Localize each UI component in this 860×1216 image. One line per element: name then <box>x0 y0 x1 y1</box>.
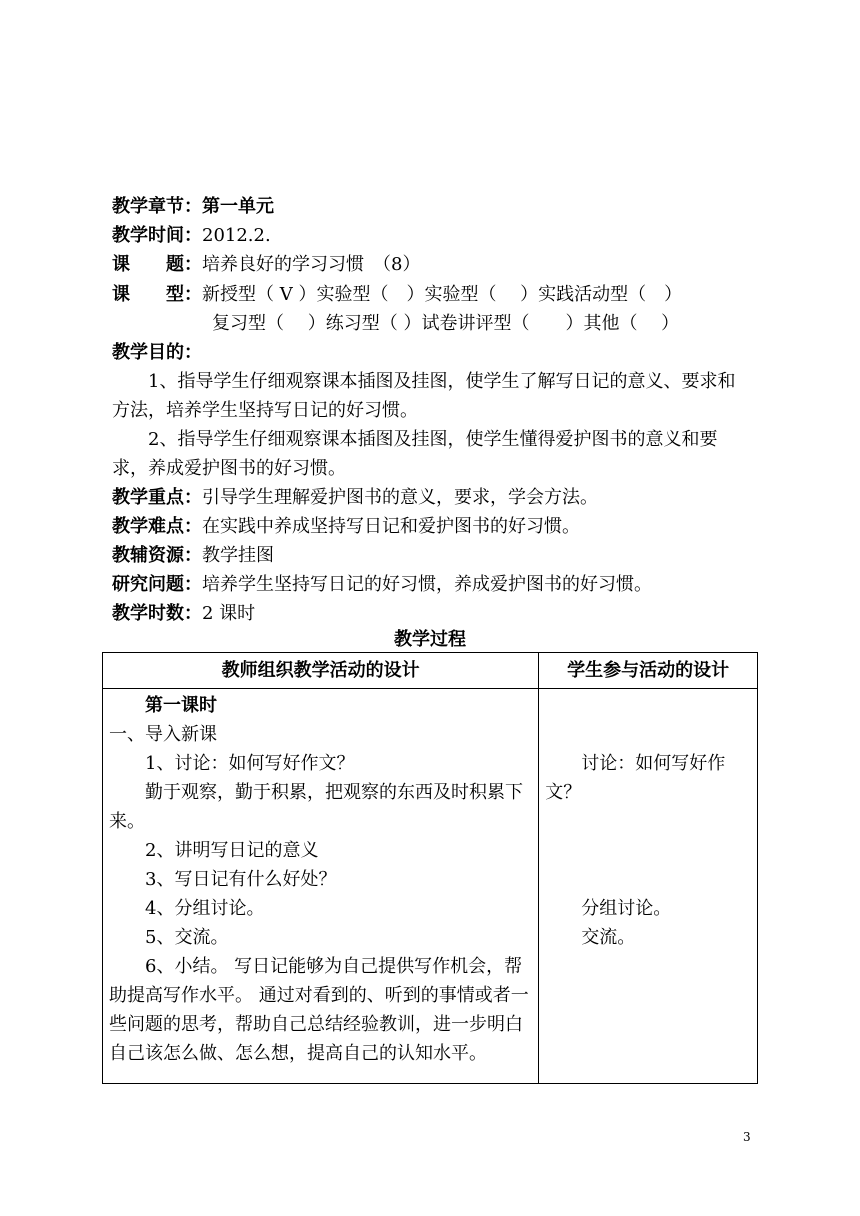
chapter-row <box>112 195 274 219</box>
table-header-row <box>103 653 758 689</box>
topic-label: 课 题： <box>112 254 202 275</box>
teacher-item: 6、小结。 写日记能够为自己提供写作机会，帮助提高写作水平。 通过对看到的、听到的事情或者一些问题的思考，帮助自己总结经验教训，进一步明白自己该怎么做、怎么想，提高自己的认知水平。 <box>109 956 529 1064</box>
goal-1: 1、指导学生仔细观察课本插图及挂图，使学生了解写日记的意义、要求和方法，培养学生坚持写日记的好习惯。 <box>112 371 736 421</box>
col-teacher-header: 教师组织教学活动的设计 <box>103 653 539 689</box>
difficulty-label: 教学难点： <box>112 516 202 537</box>
resource-value: 教学挂图 <box>202 545 274 566</box>
spacer <box>545 807 751 894</box>
col-student-header: 学生参与活动的设计 <box>539 653 758 689</box>
page-number: 3 <box>743 1130 751 1144</box>
chapter-value: 第一单元 <box>202 196 274 217</box>
focus-value: 引导学生理解爱护图书的意义，要求，学会方法。 <box>202 487 598 508</box>
teacher-item: 2、讲明写日记的意义 <box>145 840 319 861</box>
hours-value: 2 课时 <box>202 603 256 624</box>
teacher-item: 4、分组讨论。 <box>145 898 265 919</box>
hours-label: 教学时数： <box>112 603 202 624</box>
type-label: 课 型： <box>112 284 202 305</box>
student-cell <box>539 689 758 1084</box>
teacher-item: 3、写日记有什么好处？ <box>145 869 337 890</box>
difficulty-value: 在实践中养成坚持写日记和爱护图书的好习惯。 <box>202 516 580 537</box>
resource-label: 教辅资源： <box>112 545 202 566</box>
type-line-2: 复习型（ ）练习型（ ）试卷讲评型（ ）其他（ ） <box>212 313 680 334</box>
teacher-item: 1、讨论：如何写好作文？ <box>145 753 355 774</box>
time-value: 2012.2. <box>202 225 271 246</box>
topic-row <box>112 253 420 277</box>
student-item: 讨论：如何写好作文？ <box>545 753 726 803</box>
spacer <box>545 691 751 749</box>
table-row <box>103 689 758 1084</box>
process-title: 教学过程 <box>394 629 466 650</box>
lesson-heading: 第一课时 <box>145 695 217 716</box>
focus-label: 教学重点： <box>112 487 202 508</box>
focus-row <box>112 486 598 510</box>
time-row <box>112 224 271 248</box>
type-line-1: 新授型（ V ）实验型（ ）实验型（ ）实践活动型（ ） <box>202 284 683 305</box>
student-item: 分组讨论。 <box>581 898 672 919</box>
chapter-label: 教学章节： <box>112 196 202 217</box>
section-heading: 一、导入新课 <box>109 724 217 745</box>
process-table <box>102 652 758 1084</box>
topic-value: 培养良好的学习习惯 （8） <box>202 254 421 275</box>
research-label: 研究问题： <box>112 574 202 595</box>
research-row <box>112 573 652 597</box>
resource-row <box>112 544 274 568</box>
teacher-cell <box>103 689 539 1084</box>
goal-label: 教学目的： <box>112 342 202 363</box>
time-label: 教学时间： <box>112 225 202 246</box>
difficulty-row <box>112 515 580 539</box>
goal-2: 2、指导学生仔细观察课本插图及挂图，使学生懂得爱护图书的意义和要求，养成爱护图书的好习惯。 <box>112 429 718 479</box>
hours-row <box>112 602 255 626</box>
type-row <box>112 283 682 307</box>
research-value: 培养学生坚持写日记的好习惯，养成爱护图书的好习惯。 <box>202 574 652 595</box>
teacher-item: 5、交流。 <box>145 927 229 948</box>
student-item: 交流。 <box>581 927 636 948</box>
teacher-item: 勤于观察，勤于积累，把观察的东西及时积累下来。 <box>109 782 523 832</box>
